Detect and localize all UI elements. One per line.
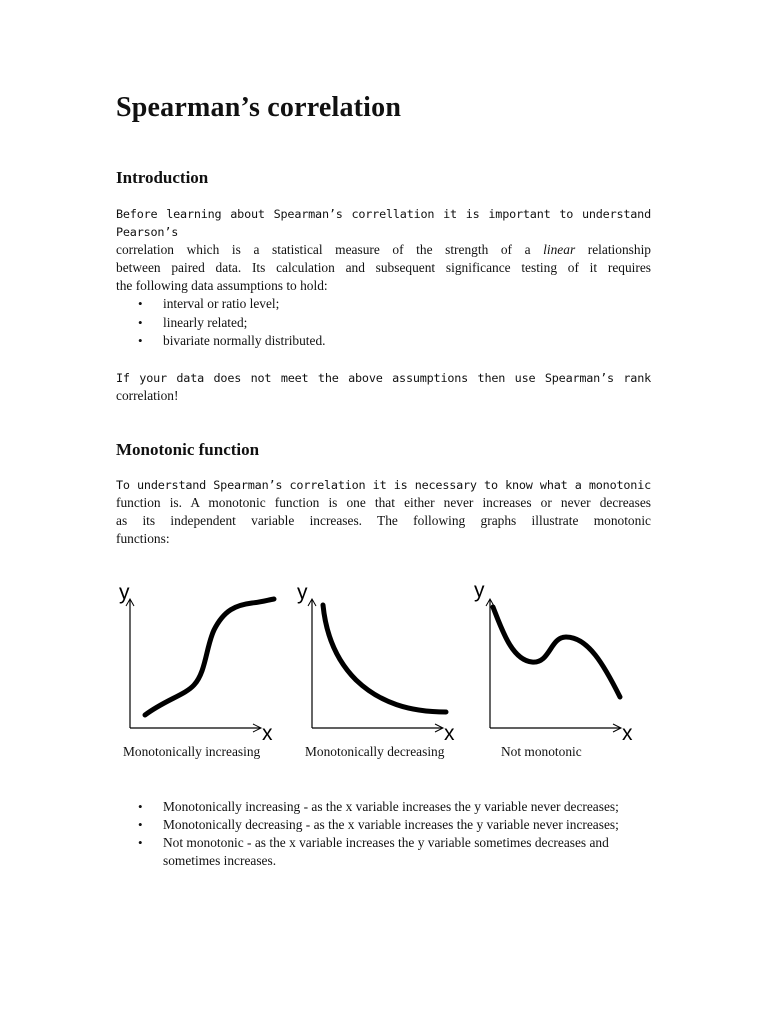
list-item: • linearly related; [116, 314, 326, 333]
list-item: • Monotonically decreasing - as the x variable increases the y variable never increases; [116, 816, 651, 834]
rank-paragraph [116, 369, 651, 405]
x-axis-label: x [262, 722, 273, 745]
rank-line-2: correlation! [116, 388, 179, 403]
x-axis-label: x [444, 722, 455, 745]
y-axis-label: y [474, 579, 485, 602]
intro-line-3: between paired data. Its calculation and subsequent significance testing of it requires [116, 260, 651, 275]
intro-heading: Introduction [116, 168, 209, 187]
increasing-curve [145, 599, 274, 715]
monotonic-line-1: To understand Spearman’s correlation it is necessary to know what a monotonic [116, 478, 651, 492]
intro-line-2-pre: correlation which is a statistical measure of the strength of a [116, 242, 544, 257]
caption-not-monotonic: Not monotonic [501, 744, 582, 759]
list-item: • bivariate normally distributed. [116, 332, 326, 351]
definitions-list [116, 798, 651, 870]
list-item: • Not monotonic - as the x variable increases the y variable sometimes decreases and sometimes increases. [116, 834, 651, 870]
monotonic-line-2: function is. A monotonic function is one that either never increases or never decreases [116, 495, 651, 510]
x-axis-label: x [622, 722, 633, 745]
caption-decreasing: Monotonically decreasing [305, 744, 445, 759]
decreasing-curve [323, 605, 446, 712]
linear-emphasis: linear [543, 242, 576, 257]
y-axis-label: y [119, 581, 130, 604]
intro-line-2 [116, 241, 651, 259]
page-title: Spearman’s correlation [116, 92, 402, 123]
rank-line-1: If your data does not meet the above assumptions then use Spearman’s rank [116, 371, 651, 385]
intro-paragraph [116, 205, 651, 295]
graph-increasing [119, 581, 274, 745]
intro-line-1: Before learning about Spearman’s correllation it is important to understand Pearson’s [116, 207, 651, 239]
graph-decreasing [297, 581, 455, 745]
monotonic-heading: Monotonic function [116, 440, 260, 459]
monotonic-line-3: as its independent variable increases. The following graphs illustrate monotonic [116, 513, 651, 528]
graphs-svg [110, 575, 655, 745]
monotonic-paragraph [116, 476, 651, 548]
graph-not-monotonic [474, 579, 633, 745]
intro-line-4: the following data assumptions to hold: [116, 278, 328, 293]
intro-line-2-post: relationship [575, 242, 651, 257]
non-monotonic-curve [493, 607, 620, 697]
list-item: • Monotonically increasing - as the x variable increases the y variable never decreases; [116, 798, 651, 816]
monotonic-line-4: functions: [116, 531, 170, 546]
caption-increasing: Monotonically increasing [123, 744, 261, 759]
y-axis-label: y [297, 581, 308, 604]
assumptions-list [116, 295, 326, 351]
list-item: • interval or ratio level; [116, 295, 326, 314]
